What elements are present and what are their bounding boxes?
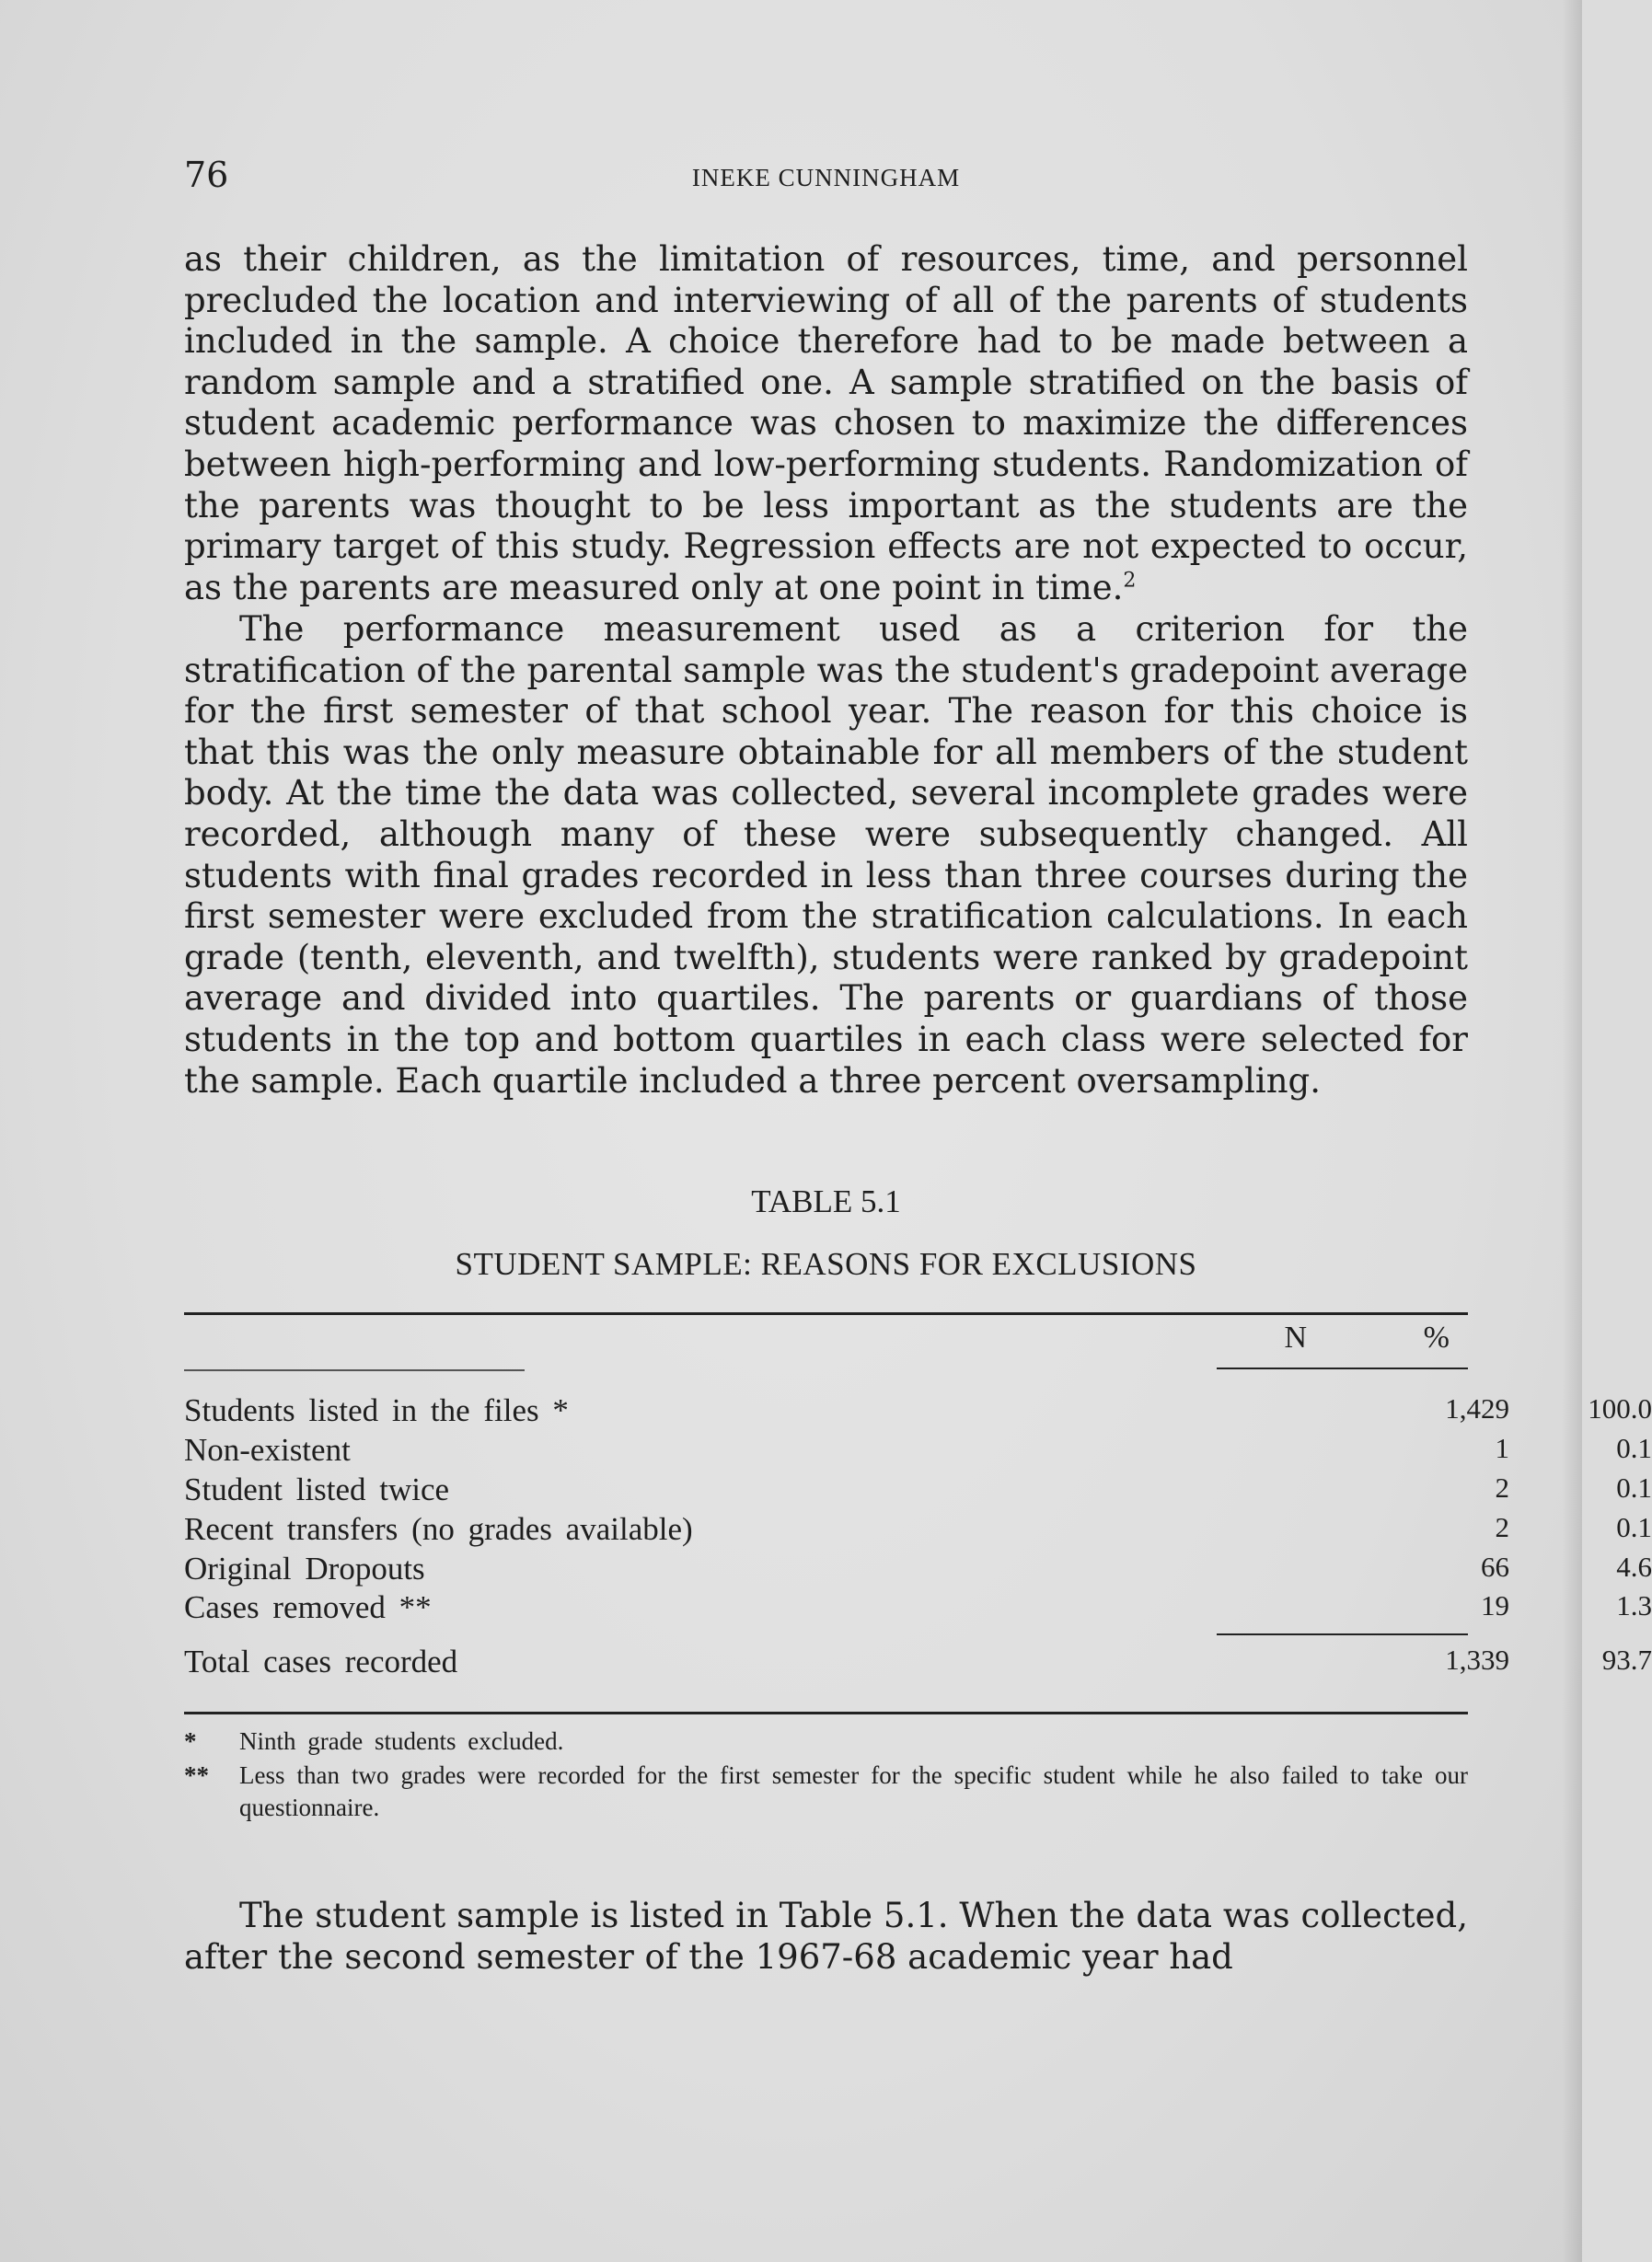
row-percent: 0.1 <box>1616 1471 1652 1504</box>
table-row <box>184 1432 1652 1471</box>
row-n: 19 <box>1481 1589 1509 1621</box>
row-label: Students listed in the files * <box>184 1392 569 1428</box>
paragraph-2: The performance measurement used as a criterion for the stratification of the parental sample was the student's gradepoint average for the first semester of that school year. The reason for this choice is that this was the only measure obtainable for all members of the student body. At the time the data was collected, several incomplete grades were recorded, although many of these were subsequently changed. All students with final grades recorded in less than three courses during the first semester were excluded from the stratification calculations. In each grade (tenth, eleventh, and twelfth), students were ranked by gradepoint average and divided into quartiles. The parents or guardians of those students in the top and bottom quartiles in each class were selected for the sample. Each quartile included a three percent oversampling. <box>184 609 1468 1101</box>
table-label: TABLE 5.1 <box>751 1183 901 1219</box>
header-rule-left <box>184 1369 525 1371</box>
row-n: 2 <box>1495 1471 1509 1504</box>
row-percent: 4.6 <box>1616 1551 1652 1583</box>
paragraph-3: The student sample is listed in Table 5.1. When the data was collected, after the second semester of the 1967-68 academic year had <box>184 1896 1468 1977</box>
table-top-rule <box>184 1312 1468 1315</box>
total-percent: 93.7 <box>1601 1644 1652 1676</box>
paragraph-1-text: as their children, as the limitation of resources, time, and personnel precluded the location and interviewing of all of the parents of students included in the sample. A choice therefore had to be made between a random sample and a stratified one. A sample stratified on the basis of student academic performance was chosen to maximize the differences between high-performing and low-performing students. Randomization of the parents was thought to be less important as the students are the primary target of this study. Regression effects are not expected to occur, as the parents are measured only at one point in time. <box>184 239 1468 607</box>
row-n: 1,429 <box>1445 1392 1509 1425</box>
row-n: 66 <box>1481 1551 1509 1583</box>
table-row <box>184 1471 1652 1510</box>
table-row <box>184 1551 1652 1589</box>
table-row <box>184 1511 1652 1550</box>
running-head <box>184 155 1468 210</box>
row-n: 1 <box>1495 1432 1509 1464</box>
table-total-row <box>184 1644 1652 1682</box>
page-edge-shadow <box>1562 0 1582 2262</box>
page-number: 76 <box>184 155 229 195</box>
sum-rule <box>1217 1633 1468 1635</box>
row-label: Student listed twice <box>184 1471 450 1507</box>
header-rule-right <box>1217 1368 1468 1369</box>
table-row <box>184 1392 1652 1431</box>
total-n: 1,339 <box>1445 1644 1509 1676</box>
table-bottom-rule <box>184 1712 1468 1714</box>
paragraph-1 <box>184 239 1468 608</box>
row-label: Non-existent <box>184 1432 351 1468</box>
column-header-percent: % <box>1423 1321 1450 1355</box>
note-text: Less than two grades were recorded for the first semester for the specific student while he also failed to take our questionnaire. <box>239 1761 1468 1821</box>
row-label: Original Dropouts <box>184 1551 425 1587</box>
column-header-n: N <box>1284 1321 1307 1355</box>
row-percent: 1.3 <box>1616 1589 1652 1621</box>
author-header: INEKE CUNNINGHAM <box>691 164 961 191</box>
footnote-ref: 2 <box>1123 569 1137 593</box>
table-row <box>184 1589 1652 1628</box>
row-label: Recent transfers (no grades available) <box>184 1511 693 1547</box>
row-percent: 0.1 <box>1616 1432 1652 1464</box>
row-percent: 0.1 <box>1616 1511 1652 1543</box>
row-n: 2 <box>1495 1511 1509 1543</box>
note-mark: * <box>184 1727 197 1755</box>
row-percent: 100.0 <box>1588 1392 1652 1425</box>
row-label: Cases removed ** <box>184 1589 432 1625</box>
note-mark: ** <box>184 1761 209 1789</box>
total-label: Total cases recorded <box>184 1644 458 1679</box>
table-caption: STUDENT SAMPLE: REASONS FOR EXCLUSIONS <box>455 1246 1197 1282</box>
note-text: Ninth grade students excluded. <box>239 1727 564 1755</box>
